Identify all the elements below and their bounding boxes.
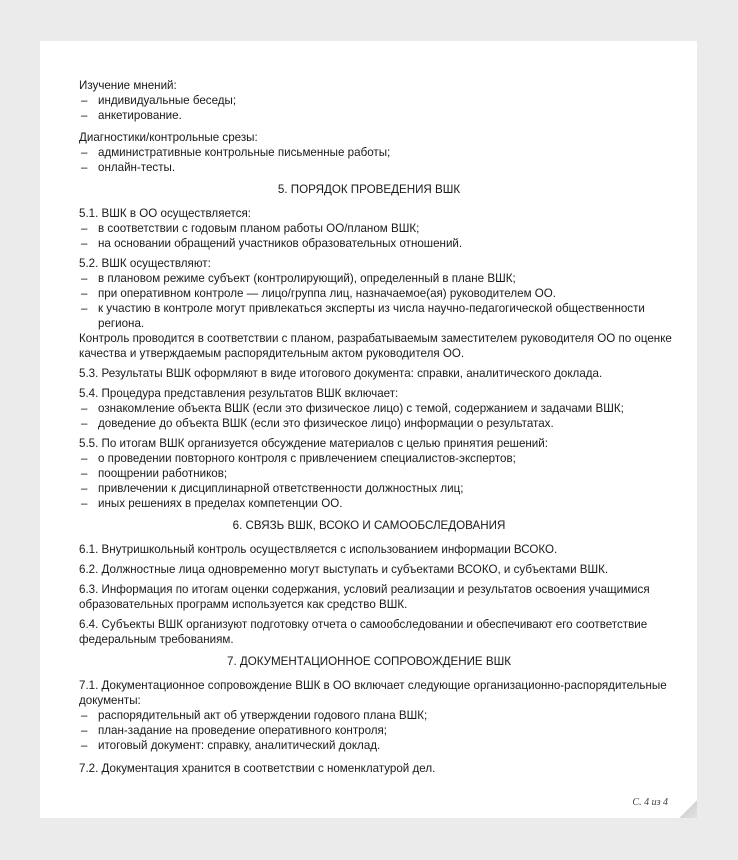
list-item: – на основании обращений участников образовательных отношений. (79, 236, 659, 251)
paragraph-6-2: 6.2. Должностные лица одновременно могут выступать и субъектами ВСОКО, и субъектами ВШК. (79, 563, 609, 576)
paragraph-text: документы: (79, 694, 141, 707)
paragraph-6-3 (79, 582, 659, 612)
paragraph-7-2: 7.2. Документация хранится в соответствии с номенклатурой дел. (79, 762, 436, 775)
paragraph-text: 6.3. Информация по итогам оценки содержания, условий реализации и результатов освоения учащимися (79, 583, 650, 596)
section-opinions (79, 78, 659, 123)
list-item: – анкетирование. (79, 108, 659, 123)
list-item: – о проведении повторного контроля с привлечением специалистов-экспертов; (79, 451, 659, 466)
page-fold-corner (679, 800, 697, 818)
list-item: – поощрении работников; (79, 466, 659, 481)
paragraph-title: 5.2. ВШК осуществляют: (79, 257, 211, 270)
paragraph-5-3: 5.3. Результаты ВШК оформляют в виде итогового документа: справки, аналитического доклада. (79, 367, 603, 380)
page-number: С. 4 из 4 (632, 797, 668, 808)
section-heading-6: 6. СВЯЗЬ ВШК, ВСОКО И САМООБСЛЕДОВАНИЯ (232, 519, 506, 532)
list-item: – иных решениях в пределах компетенции ОО. (79, 496, 659, 511)
list-item: – итоговый документ: справку, аналитический доклад. (79, 738, 659, 753)
list-item: – план-задание на проведение оперативного контроля; (79, 723, 659, 738)
list-item: – в соответствии с годовым планом работы ОО/планом ВШК; (79, 221, 659, 236)
document-page (40, 41, 697, 818)
list-item: – распорядительный акт об утверждении годового плана ВШК; (79, 708, 659, 723)
paragraph-6-4 (79, 617, 659, 647)
paragraph-5-4 (79, 386, 659, 431)
paragraph-text: 7.1. Документационное сопровождение ВШК в ОО включает следующие организационно-распорядительные (79, 679, 667, 692)
paragraph-6-1: 6.1. Внутришкольный контроль осуществляется с использованием информации ВСОКО. (79, 543, 558, 556)
paragraph-5-2 (79, 256, 672, 361)
paragraph-5-5 (79, 436, 659, 511)
paragraph-5-1 (79, 206, 659, 251)
list-item: – ознакомление объекта ВШК (если это физическое лицо) с темой, содержанием и задачами ВШК; (79, 401, 659, 416)
section-heading-7: 7. ДОКУМЕНТАЦИОННОЕ СОПРОВОЖДЕНИЕ ВШК (227, 655, 511, 668)
paragraph-text: образовательных программ используется как средство ВШК. (79, 598, 408, 611)
section-diagnostics (79, 130, 659, 175)
paragraph-text: федеральным требованиям. (79, 633, 234, 646)
list-item: – административные контрольные письменные работы; (79, 145, 659, 160)
section-heading-5: 5. ПОРЯДОК ПРОВЕДЕНИЯ ВШК (277, 183, 461, 196)
paragraph-title: 5.1. ВШК в ОО осуществляется: (79, 207, 252, 220)
list-item: – в плановом режиме субъект (контролирующий), определенный в плане ВШК; (79, 271, 659, 286)
paragraph-7-1 (79, 678, 667, 753)
list-item: – доведение до объекта ВШК (если это физическое лицо) информации о результатах. (79, 416, 659, 431)
list-item: – привлечении к дисциплинарной ответственности должностных лиц; (79, 481, 659, 496)
list-item: – при оперативном контроле — лицо/группа лиц, назначаемое(ая) руководителем ОО. (79, 286, 659, 301)
paragraph-title: 5.4. Процедура представления результатов ВШК включает: (79, 387, 399, 400)
document-body (79, 78, 672, 776)
paragraph-title: 5.5. По итогам ВШК организуется обсуждение материалов с целью принятия решений: (79, 437, 548, 450)
list-item-continuation: региона. (98, 317, 145, 330)
section-title: Изучение мнений: (79, 79, 177, 92)
section-title: Диагностики/контрольные срезы: (79, 131, 258, 144)
paragraph-text: 6.4. Субъекты ВШК организуют подготовку отчета о самообследовании и обеспечивают его соответствие (79, 618, 648, 631)
paragraph-text: качества и утверждаемым распорядительным актом руководителя ОО. (79, 347, 465, 360)
list-item: – онлайн-тесты. (79, 160, 659, 175)
paragraph-text: Контроль проводится в соответствии с планом, разрабатываемым заместителем руководителя ОО по оценке (79, 332, 672, 345)
list-item: – индивидуальные беседы; (79, 93, 659, 108)
list-item: – к участию в контроле могут привлекаться эксперты из числа научно-педагогической общественности (79, 301, 659, 316)
